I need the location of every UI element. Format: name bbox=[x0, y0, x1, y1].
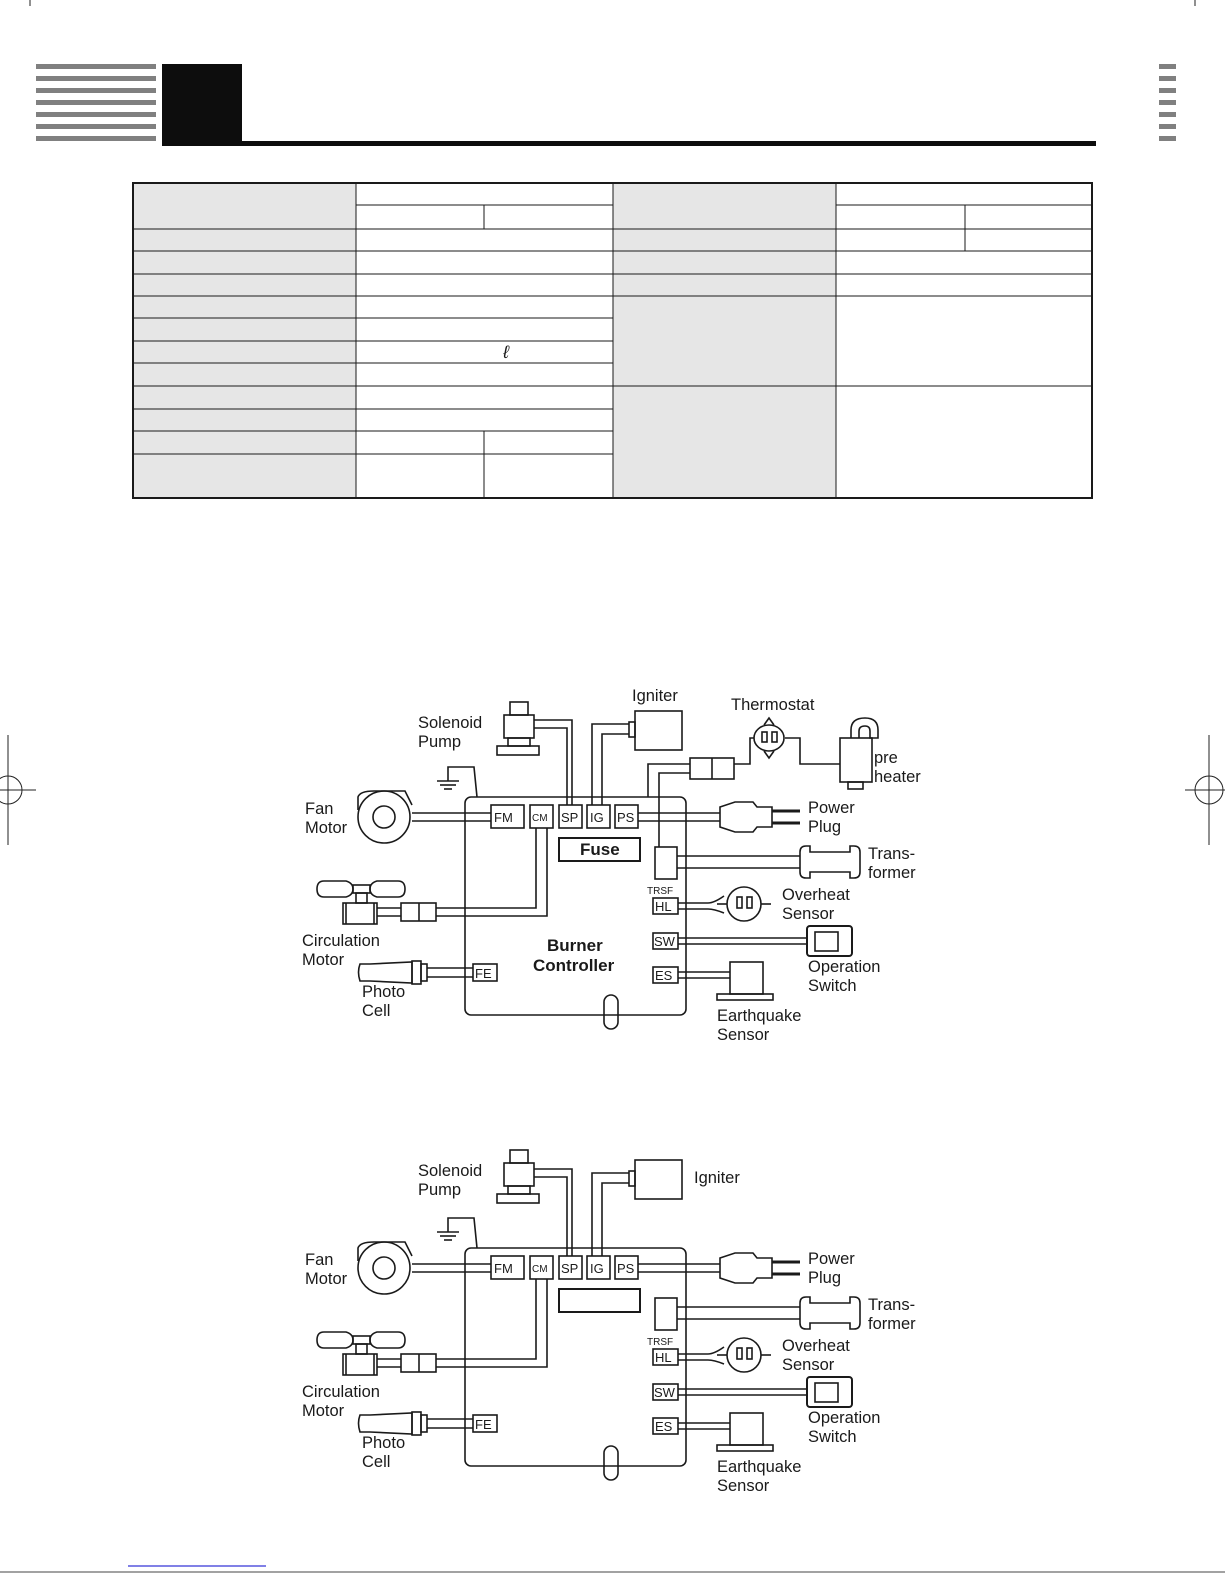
igniter-label-2: Igniter bbox=[694, 1169, 740, 1187]
transformer-label-2b: former bbox=[868, 1315, 916, 1333]
transformer-label-2: former bbox=[868, 864, 916, 882]
terminal-hl-2: HL bbox=[655, 1350, 672, 1365]
terminal-trsf: TRSF bbox=[647, 886, 674, 897]
fan-motor-label-2a: Fan bbox=[305, 1251, 334, 1269]
photo-cell-label-2a: Photo bbox=[362, 1434, 406, 1452]
terminal-fe: FE bbox=[475, 966, 492, 981]
overheat-sensor-label-2b: Sensor bbox=[782, 1356, 835, 1374]
overheat-sensor-label-2a: Overheat bbox=[782, 1337, 850, 1355]
earthquake-sensor-label-2b: Sensor bbox=[717, 1477, 770, 1495]
terminal-hl: HL bbox=[655, 899, 672, 914]
overheat-sensor-label-2: Sensor bbox=[782, 905, 835, 923]
earthquake-sensor-label-2a: Earthquake bbox=[717, 1458, 802, 1476]
circulation-motor-label-1: Circulation bbox=[302, 932, 380, 950]
terminal-fm-2: FM bbox=[494, 1261, 513, 1276]
terminal-es-2: ES bbox=[655, 1419, 673, 1434]
operation-switch-label-1: Operation bbox=[808, 958, 881, 976]
terminal-sw-2: SW bbox=[654, 1385, 675, 1400]
terminal-ig: IG bbox=[590, 810, 604, 825]
liter-symbol: ℓ bbox=[503, 342, 509, 362]
igniter-label: Igniter bbox=[632, 687, 678, 705]
terminal-ps: PS bbox=[617, 810, 635, 825]
photo-cell-label-1: Photo bbox=[362, 983, 406, 1001]
fan-motor-label-1: Fan bbox=[305, 800, 334, 818]
circulation-motor-label-2: Motor bbox=[302, 951, 345, 969]
overheat-sensor-label-1: Overheat bbox=[782, 886, 850, 904]
solenoid-pump-label-1: Solenoid bbox=[418, 714, 483, 732]
fuse-label: Fuse bbox=[580, 840, 620, 859]
controller-label-1: Burner bbox=[547, 936, 603, 955]
fan-motor-label-2b: Motor bbox=[305, 1270, 348, 1288]
preheater-label-1: pre bbox=[874, 749, 898, 767]
transformer-label-1: Trans- bbox=[868, 845, 916, 863]
terminal-es: ES bbox=[655, 968, 673, 983]
terminal-sp-2: SP bbox=[561, 1261, 579, 1276]
preheater-label-2: heater bbox=[874, 768, 921, 786]
operation-switch-label-2b: Switch bbox=[808, 1428, 857, 1446]
thermostat-label: Thermostat bbox=[731, 696, 815, 714]
terminal-fe-2: FE bbox=[475, 1417, 492, 1432]
photo-cell-label-2b: Cell bbox=[362, 1453, 391, 1471]
terminal-sp: SP bbox=[561, 810, 579, 825]
photo-cell-label-2: Cell bbox=[362, 1002, 391, 1020]
circulation-motor-label-2a: Circulation bbox=[302, 1383, 380, 1401]
circulation-motor-label-2b: Motor bbox=[302, 1402, 345, 1420]
terminal-cm-2: CM bbox=[532, 1264, 548, 1275]
earthquake-sensor-label-1: Earthquake bbox=[717, 1007, 802, 1025]
power-plug-label-2a: Power bbox=[808, 1250, 855, 1268]
terminal-trsf-2: TRSF bbox=[647, 1337, 674, 1348]
transformer-label-2a: Trans- bbox=[868, 1296, 916, 1314]
controller-label-2: Controller bbox=[533, 956, 615, 975]
solenoid-pump-label-2b: Pump bbox=[418, 1181, 462, 1199]
fan-motor-label-2: Motor bbox=[305, 819, 348, 837]
earthquake-sensor-label-2: Sensor bbox=[717, 1026, 770, 1044]
power-plug-label-2b: Plug bbox=[808, 1269, 842, 1287]
terminal-sw: SW bbox=[654, 934, 675, 949]
solenoid-pump-label-2: Pump bbox=[418, 733, 462, 751]
terminal-ig-2: IG bbox=[590, 1261, 604, 1276]
operation-switch-label-2: Switch bbox=[808, 977, 857, 995]
terminal-fm: FM bbox=[494, 810, 513, 825]
solenoid-pump-label-2a: Solenoid bbox=[418, 1162, 483, 1180]
terminal-cm: CM bbox=[532, 813, 548, 824]
terminal-ps-2: PS bbox=[617, 1261, 635, 1276]
power-plug-label-2: Plug bbox=[808, 818, 842, 836]
operation-switch-label-2a: Operation bbox=[808, 1409, 881, 1427]
power-plug-label-1: Power bbox=[808, 799, 855, 817]
